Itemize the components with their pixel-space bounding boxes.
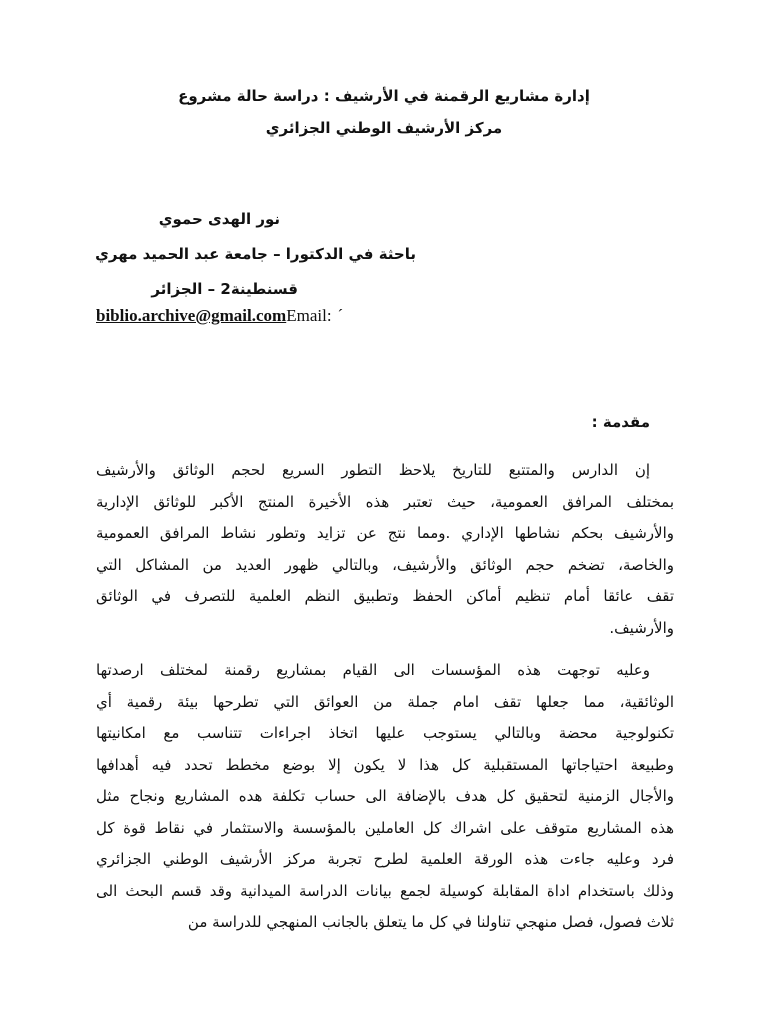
paragraph-line: فرد وعليه جاءت هذه الورقة العلمية لطرح تجربة مركز الأرشيف الوطني الجزائري (96, 850, 674, 868)
author-name: نور الهدى حموي (158, 210, 280, 228)
paragraph-line: وعليه توجهت هذه المؤسسات الى القيام بمشاريع رقمنة لمختلف ارصدتها (96, 661, 650, 679)
paragraph-line: وطبيعة احتياجاتها المستقبلية كل هذا لا يكون إلا بوضع مخطط تحدد فيه أهدافها (96, 755, 674, 774)
introduction-paragraph-2 (96, 655, 674, 939)
paragraph-line: والخاصة، تضخم حجم الوثائق والأرشيف، وبالتالي ظهور العديد من المشاكل التي (96, 555, 674, 574)
introduction-paragraph-1 (96, 455, 674, 644)
paragraph-line: إن الدارس والمتتبع للتاريخ يلاحظ التطور السريع لحجم الوثائق والأرشيف (96, 461, 650, 479)
author-email-link[interactable]: biblio.archive@gmail.com (96, 306, 287, 325)
introduction-heading: مقدمة : (591, 413, 650, 431)
paragraph-line: تكنولوجية محضة وبالتالي يستوجب عليها اتخاذ اجراءات تتناسب مع امكانيتها (96, 724, 674, 742)
paragraph-line: هذه المشاريع متوقف على اشراك كل العاملين بالمؤسسة والاستثمار في نقاط قوة كل (96, 818, 674, 837)
paragraph-line: تقف عائقا أمام تنظيم أماكن الحفظ وتطبيق النظم العلمية للتصرف في الوثائق (96, 587, 674, 605)
paper-title-line-1: إدارة مشاريع الرقمنة في الأرشيف : دراسة حالة مشروع (178, 87, 590, 105)
paragraph-line: وذلك باستخدام اداة المقابلة كوسيلة لجمع بيانات الدراسة الميدانية وقد قسم البحث الى (96, 881, 674, 900)
paragraph-line: الوثائقية، مما جعلها تقف امام جملة من العوائق التي تطرحها بيئة رقمية أي (96, 692, 674, 711)
paragraph-line: بمختلف المرافق العمومية، حيث تعتبر هذه الأخيرة المنتج الأكبر للوثائق الإدارية (96, 492, 674, 511)
paragraph-line: ثلاث فصول، فصل منهجي تناولنا في كل ما يتعلق بالجانب المنهجي للدراسة من (187, 913, 674, 931)
paragraph-line: والأرشيف بحكم نشاطها الإداري .ومما نتج عن تزايد وتطور نشاط المرافق العمومية (96, 524, 674, 542)
author-location: قسنطينة2 – الجزائر (151, 280, 298, 298)
paragraph-line: والأرشيف. (609, 618, 674, 637)
email-label: Email: (286, 306, 332, 325)
author-affiliation: باحثة في الدكتورا – جامعة عبد الحميد مهري (95, 245, 416, 263)
email-mark: ˊ (337, 306, 344, 325)
paper-title-line-2: مركز الأرشيف الوطني الجزائري (265, 119, 503, 137)
paragraph-line: والأجال الزمنية لتحقيق كل هدف بالإضافة الى حساب تكلفة هده المشاريع ونجاح مثل (96, 787, 674, 805)
author-email-line (96, 306, 343, 326)
